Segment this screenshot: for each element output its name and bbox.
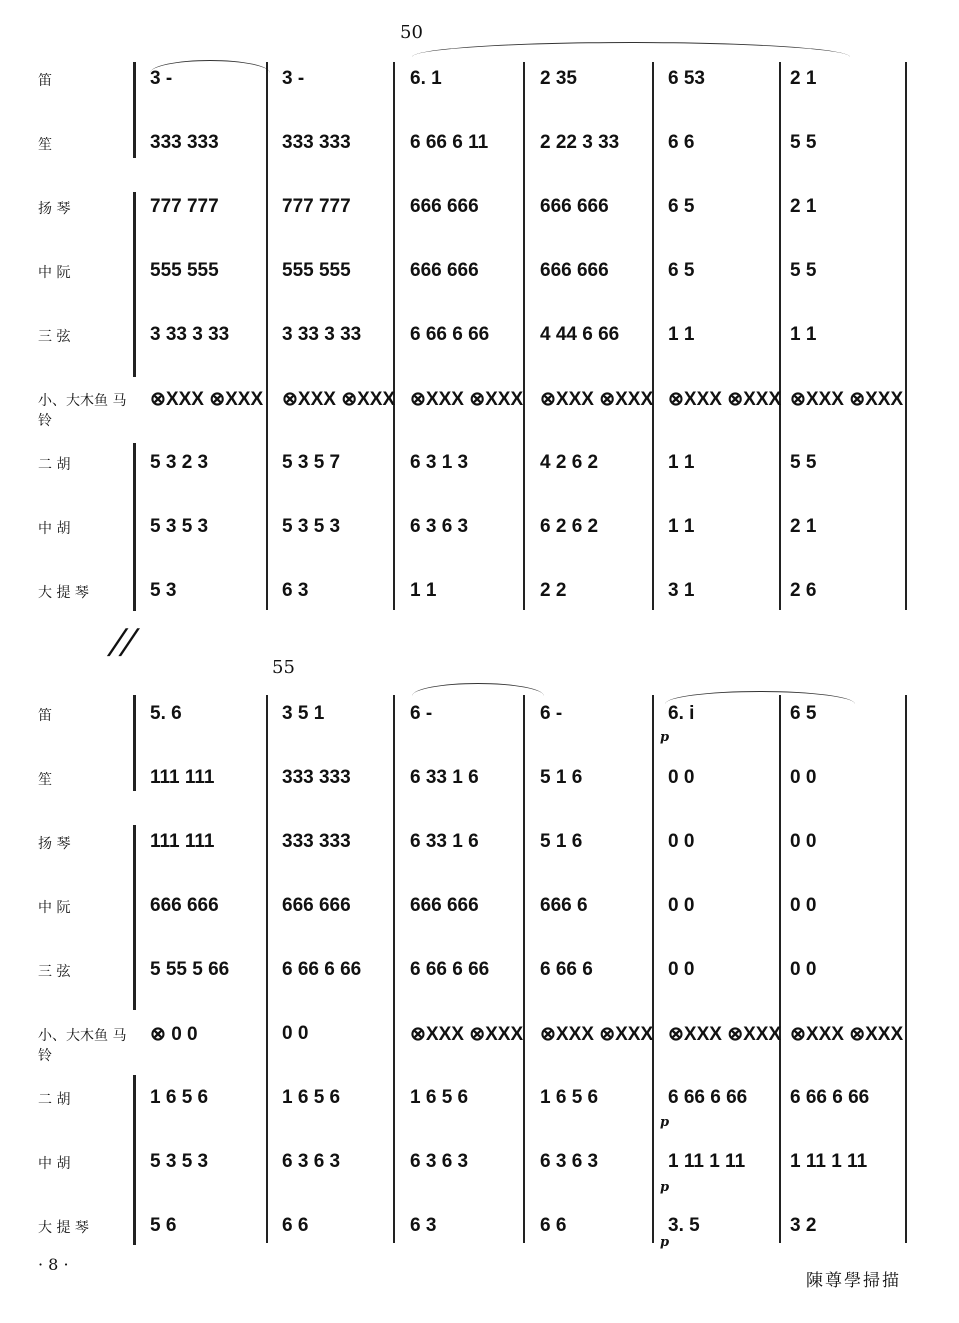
- instrument-label: 二 胡: [38, 457, 71, 473]
- measure-cell: ⊗XXX ⊗XXX: [150, 389, 264, 410]
- measure-cell: 6 3 6 3: [410, 1151, 469, 1172]
- measure-cell: 555 555: [282, 260, 351, 281]
- instrument-label: 小、大木鱼 马 铃: [38, 393, 127, 429]
- measure-cell: 5 3 5 7: [282, 452, 341, 473]
- slur: [412, 42, 850, 57]
- measure-cell: ⊗XXX ⊗XXX: [410, 389, 524, 410]
- measure-cell: 0 0: [282, 1023, 309, 1044]
- measure-cell: 0 0: [668, 895, 695, 916]
- measure-cell: 5 5: [790, 452, 817, 473]
- measure-cell: 2 1: [790, 516, 817, 537]
- measure-cell: 2 1: [790, 68, 817, 89]
- instrument-label: 笛: [38, 708, 52, 724]
- measure-cell: 6 66 6 66: [282, 959, 362, 980]
- barline: [905, 695, 907, 1243]
- measure-cell: 666 666: [282, 895, 351, 916]
- measure-cell: ⊗XXX ⊗XXX: [668, 1024, 782, 1045]
- measure-cell: 333 333: [282, 831, 351, 852]
- measure-cell: 4 44 6 66: [540, 324, 620, 345]
- measure-cell: 2 1: [790, 196, 817, 217]
- measure-cell: 2 35: [540, 68, 577, 89]
- measure-cell: 6 -: [540, 703, 563, 724]
- measure-cell: 3. 5: [668, 1215, 700, 1236]
- measure-cell: 6 5: [668, 196, 695, 217]
- score-system-1: [0, 20, 959, 620]
- measure-cell: 666 666: [540, 196, 609, 217]
- barline: [905, 62, 907, 610]
- staff-bracket: [133, 825, 136, 1010]
- measure-cell: 5 5: [790, 260, 817, 281]
- measure-cell: ⊗XXX ⊗XXX: [282, 389, 396, 410]
- measure-number: 55: [272, 657, 295, 678]
- measure-cell: 555 555: [150, 260, 219, 281]
- measure-cell: 2 2: [540, 580, 567, 601]
- measure-cell: ⊗XXX ⊗XXX: [540, 389, 654, 410]
- score-system-2: [0, 655, 959, 1255]
- barline: [652, 62, 654, 610]
- measure-cell: 666 666: [540, 260, 609, 281]
- system-break-mark: //: [104, 622, 143, 662]
- barline: [266, 62, 268, 610]
- measure-cell: 5 3 2 3: [150, 452, 209, 473]
- staff-bracket: [133, 62, 136, 158]
- measure-cell: ⊗XXX ⊗XXX: [410, 1024, 524, 1045]
- measure-cell: 2 6: [790, 580, 817, 601]
- instrument-label: 中 阮: [38, 265, 71, 281]
- instrument-label: 大 提 琴: [38, 1220, 89, 1236]
- measure-cell: 5. 6: [150, 703, 182, 724]
- measure-cell: 0 0: [668, 767, 695, 788]
- measure-cell: 6 6: [282, 1215, 309, 1236]
- dynamic-marking: p: [660, 1115, 670, 1130]
- measure-cell: 777 777: [282, 196, 351, 217]
- measure-cell: 6 33 1 6: [410, 767, 479, 788]
- instrument-label: 三 弦: [38, 964, 71, 980]
- barline: [652, 695, 654, 1243]
- measure-cell: 1 11 1 11: [668, 1151, 746, 1172]
- measure-cell: 6 3 6 3: [282, 1151, 341, 1172]
- measure-cell: 3 -: [150, 68, 173, 89]
- measure-cell: 333 333: [150, 132, 219, 153]
- measure-cell: 5 3 5 3: [150, 1151, 209, 1172]
- instrument-label: 扬 琴: [38, 201, 71, 217]
- measure-cell: 6 66 6: [540, 959, 593, 980]
- measure-cell: 3 2: [790, 1215, 817, 1236]
- measure-cell: 5 1 6: [540, 767, 583, 788]
- measure-cell: 111 111: [150, 831, 215, 852]
- measure-cell: 3 33 3 33: [150, 324, 230, 345]
- measure-cell: 6 3 6 3: [540, 1151, 599, 1172]
- measure-cell: 6 66 6 11: [410, 132, 489, 153]
- measure-cell: 6 3: [410, 1215, 437, 1236]
- measure-cell: 6 33 1 6: [410, 831, 479, 852]
- page-number: · 8 ·: [38, 1255, 69, 1274]
- measure-cell: 333 333: [282, 132, 351, 153]
- measure-cell: 5 55 5 66: [150, 959, 230, 980]
- measure-cell: 6. i: [668, 703, 695, 724]
- instrument-label: 笙: [38, 772, 52, 788]
- measure-cell: 3 1: [668, 580, 695, 601]
- measure-cell: 6 66 6 66: [790, 1087, 870, 1108]
- measure-cell: 1 6 5 6: [150, 1087, 209, 1108]
- measure-cell: 777 777: [150, 196, 219, 217]
- measure-cell: 1 6 5 6: [540, 1087, 599, 1108]
- measure-cell: 1 1: [668, 452, 695, 473]
- measure-cell: 0 0: [790, 959, 817, 980]
- measure-cell: 3 33 3 33: [282, 324, 362, 345]
- measure-cell: 111 111: [150, 767, 215, 788]
- measure-cell: ⊗XXX ⊗XXX: [790, 389, 904, 410]
- staff-bracket: [133, 1075, 136, 1245]
- instrument-label: 中 阮: [38, 900, 71, 916]
- measure-cell: 0 0: [790, 767, 817, 788]
- measure-cell: 1 1: [410, 580, 437, 601]
- measure-cell: 0 0: [790, 895, 817, 916]
- measure-cell: ⊗XXX ⊗XXX: [668, 389, 782, 410]
- staff-bracket: [133, 443, 136, 611]
- measure-cell: 3 5 1: [282, 703, 325, 724]
- measure-cell: 5 3 5 3: [150, 516, 209, 537]
- staff-bracket: [133, 695, 136, 791]
- measure-cell: 5 1 6: [540, 831, 583, 852]
- dynamic-marking: p: [660, 730, 670, 745]
- scan-credit: 陳尊學掃描: [806, 1271, 901, 1291]
- measure-cell: 6 66 6 66: [410, 959, 490, 980]
- measure-cell: 5 3: [150, 580, 177, 601]
- instrument-label: 三 弦: [38, 329, 71, 345]
- measure-cell: ⊗ 0 0: [150, 1024, 198, 1045]
- measure-cell: 6 2 6 2: [540, 516, 599, 537]
- instrument-label: 中 胡: [38, 521, 71, 537]
- measure-cell: 6 6: [668, 132, 695, 153]
- instrument-label: 二 胡: [38, 1092, 71, 1108]
- measure-cell: 2 22 3 33: [540, 132, 620, 153]
- measure-cell: 6 53: [668, 68, 705, 89]
- measure-cell: 1 1: [668, 324, 695, 345]
- measure-cell: 4 2 6 2: [540, 452, 599, 473]
- barline: [779, 62, 781, 610]
- barline: [393, 62, 395, 610]
- measure-cell: ⊗XXX ⊗XXX: [790, 1024, 904, 1045]
- measure-cell: 666 666: [410, 196, 479, 217]
- measure-cell: 1 1: [790, 324, 817, 345]
- measure-number: 50: [400, 22, 423, 43]
- instrument-label: 大 提 琴: [38, 585, 89, 601]
- measure-cell: 5 5: [790, 132, 817, 153]
- measure-cell: 1 1: [668, 516, 695, 537]
- measure-cell: 3 -: [282, 68, 305, 89]
- instrument-label: 中 胡: [38, 1156, 71, 1172]
- barline: [523, 62, 525, 610]
- barline: [523, 695, 525, 1243]
- measure-cell: 0 0: [668, 959, 695, 980]
- measure-cell: ⊗XXX ⊗XXX: [540, 1024, 654, 1045]
- measure-cell: 6 5: [790, 703, 817, 724]
- dynamic-marking: p: [660, 1180, 670, 1195]
- barline: [393, 695, 395, 1243]
- measure-cell: 6 66 6 66: [668, 1087, 748, 1108]
- measure-cell: 0 0: [790, 831, 817, 852]
- measure-cell: 666 6: [540, 895, 588, 916]
- measure-cell: 1 6 5 6: [410, 1087, 469, 1108]
- barline: [266, 695, 268, 1243]
- measure-cell: 6 3: [282, 580, 309, 601]
- measure-cell: 6. 1: [410, 68, 442, 89]
- measure-cell: 6 66 6 66: [410, 324, 490, 345]
- measure-cell: 6 5: [668, 260, 695, 281]
- barline: [779, 695, 781, 1243]
- staff-bracket: [133, 192, 136, 377]
- measure-cell: 6 3 6 3: [410, 516, 469, 537]
- measure-cell: 5 3 5 3: [282, 516, 341, 537]
- measure-cell: 333 333: [282, 767, 351, 788]
- instrument-label: 笙: [38, 137, 52, 153]
- measure-cell: 5 6: [150, 1215, 177, 1236]
- measure-cell: 666 666: [150, 895, 219, 916]
- instrument-label: 笛: [38, 73, 52, 89]
- measure-cell: 1 11 1 11: [790, 1151, 868, 1172]
- measure-cell: 666 666: [410, 260, 479, 281]
- measure-cell: 1 6 5 6: [282, 1087, 341, 1108]
- dynamic-marking: p: [660, 1235, 670, 1250]
- instrument-label: 扬 琴: [38, 836, 71, 852]
- measure-cell: 0 0: [668, 831, 695, 852]
- measure-cell: 666 666: [410, 895, 479, 916]
- instrument-label: 小、大木鱼 马 铃: [38, 1028, 127, 1064]
- measure-cell: 6 -: [410, 703, 433, 724]
- measure-cell: 6 6: [540, 1215, 567, 1236]
- measure-cell: 6 3 1 3: [410, 452, 469, 473]
